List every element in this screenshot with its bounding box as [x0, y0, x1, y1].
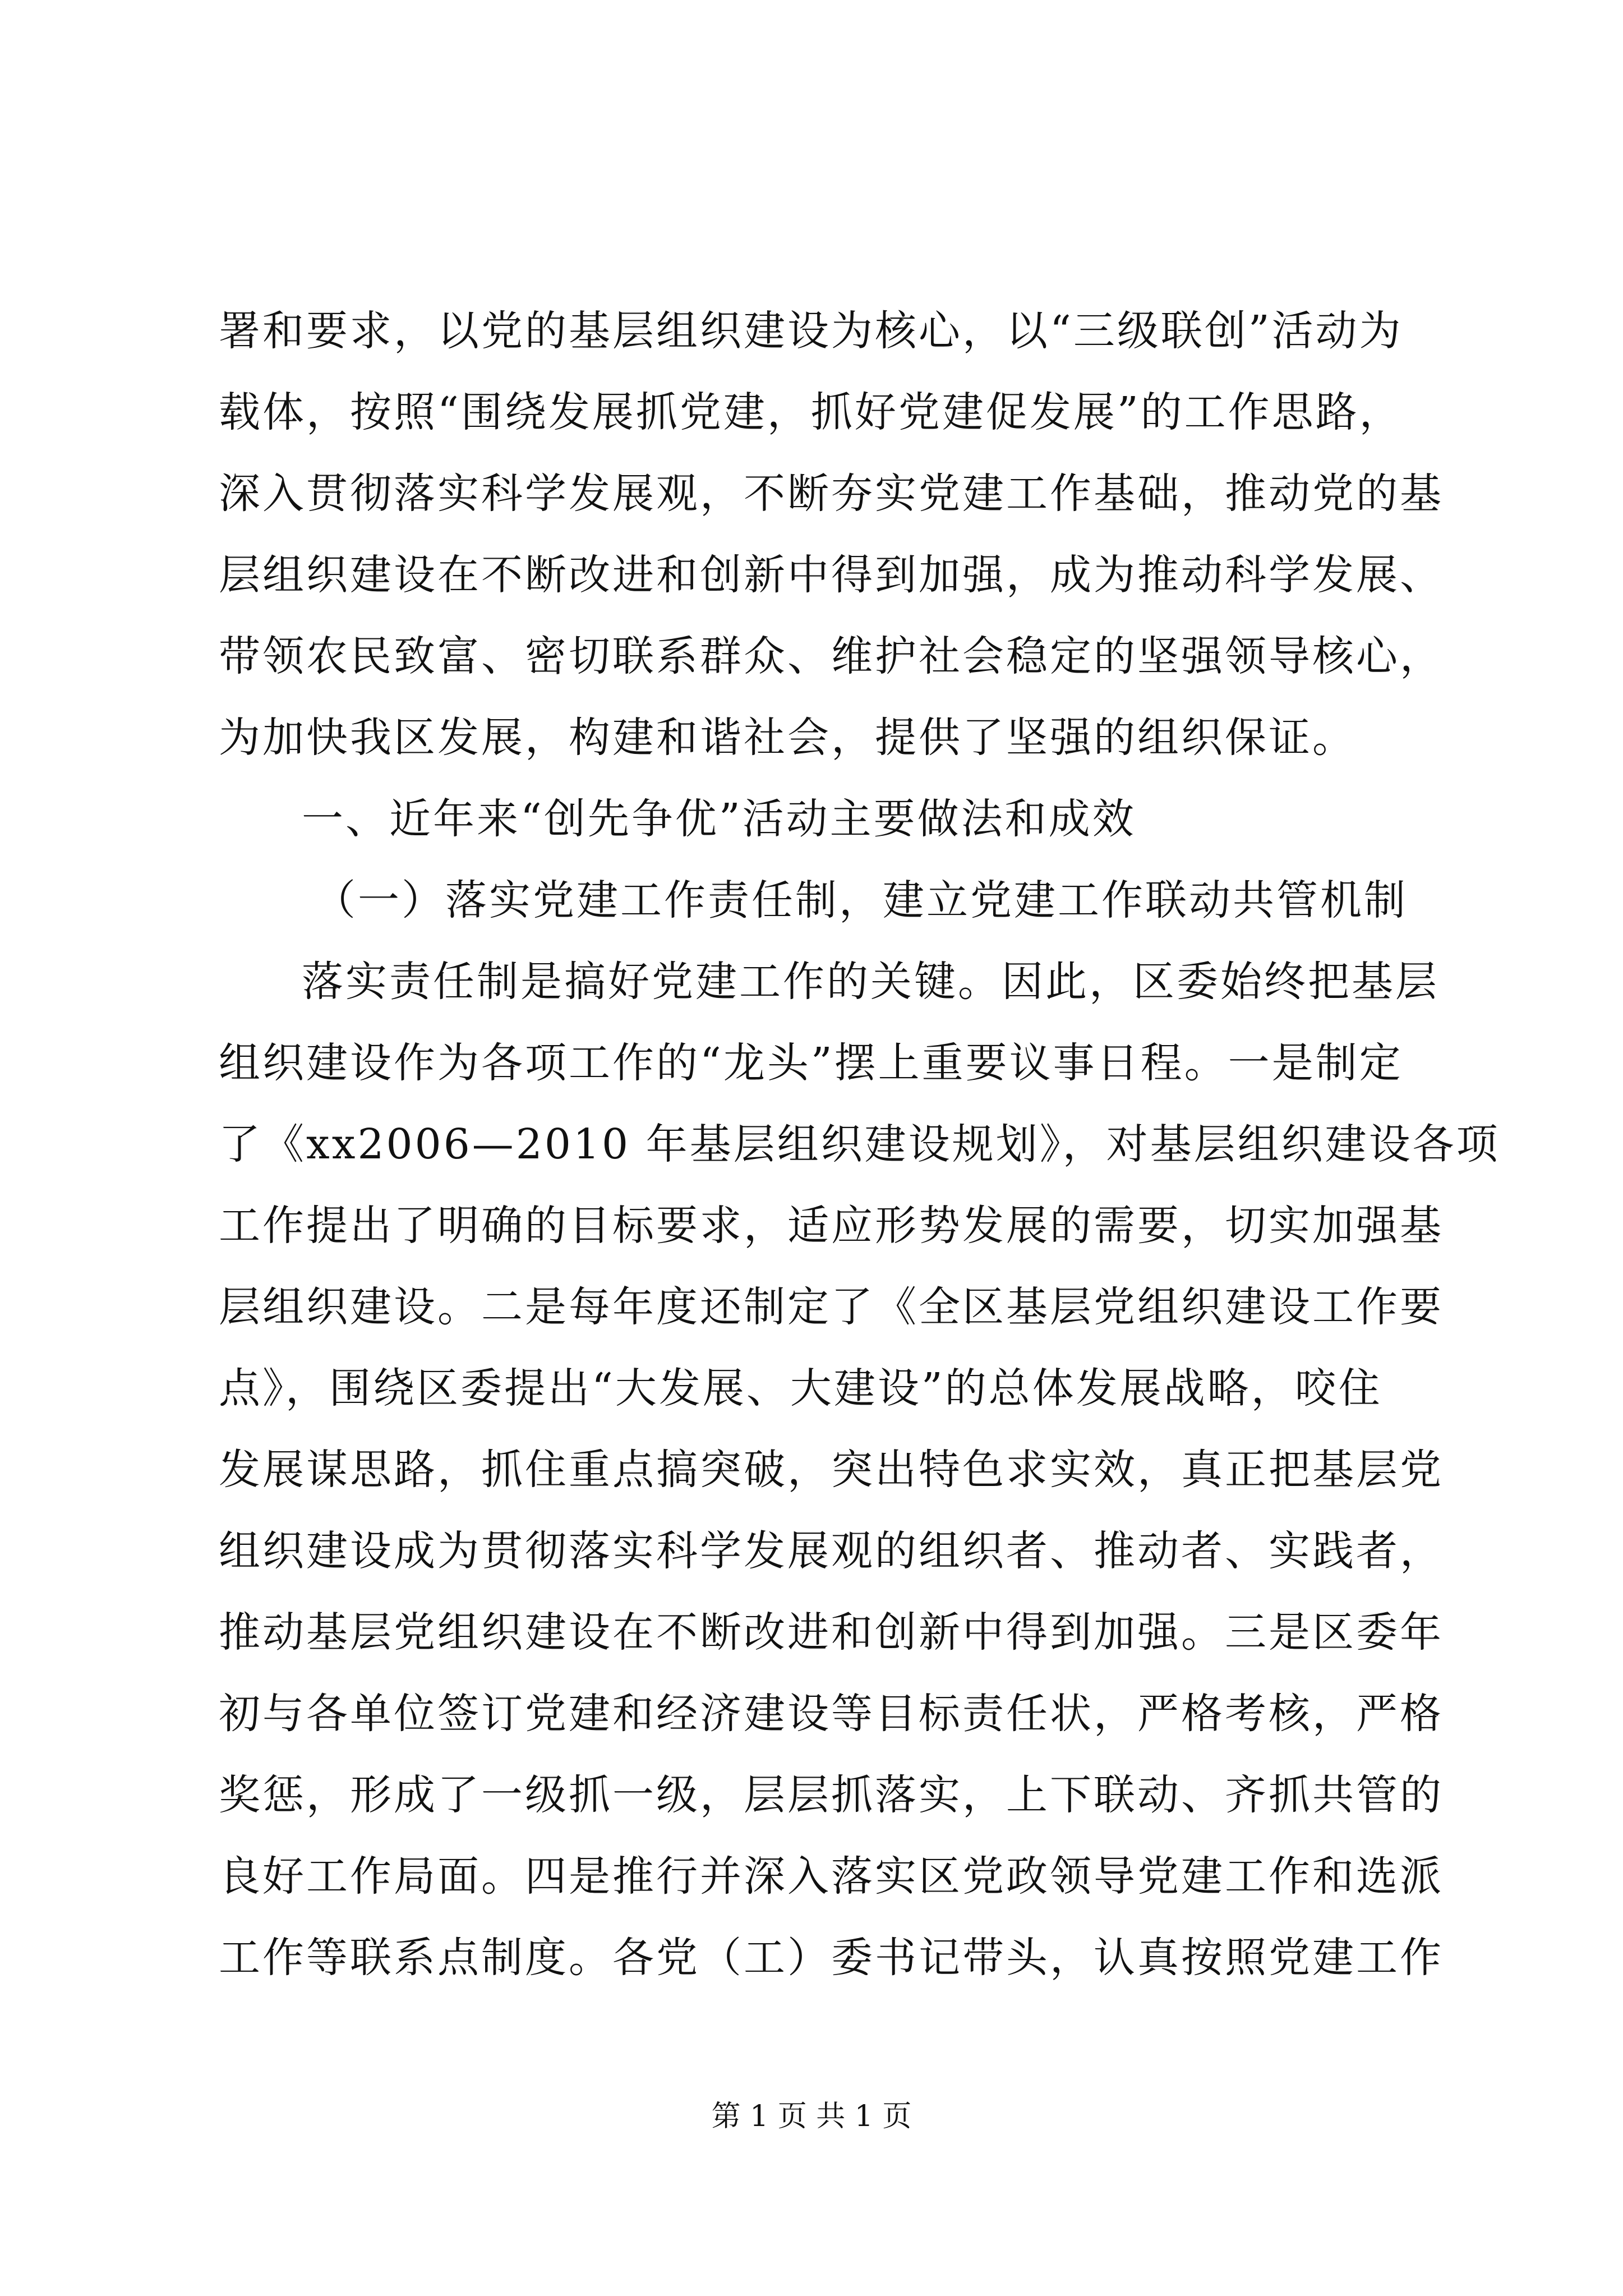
- text-line: 深入贯彻落实科学发展观，不断夯实党建工作基础，推动党的基: [219, 470, 1444, 518]
- text-line: 了《xx2006—2010 年基层组织建设规划》，对基层组织建设各项: [219, 1120, 1500, 1168]
- text-line: 署和要求，以党的基层组织建设为核心，以“三级联创”活动为: [219, 307, 1403, 355]
- text-line: 工作提出了明确的目标要求，适应形势发展的需要，切实加强基: [219, 1202, 1444, 1250]
- section-heading: 一、近年来“创先争优”活动主要做法和成效: [302, 795, 1136, 843]
- text-line: 层组织建设。二是每年度还制定了《全区基层党组织建设工作要: [219, 1283, 1444, 1331]
- text-line: 工作等联系点制度。各党（工）委书记带头，认真按照党建工作: [219, 1934, 1444, 1982]
- text-line: 初与各单位签订党建和经济建设等目标责任状，严格考核，严格: [219, 1690, 1444, 1738]
- paragraph-first-line: 落实责任制是搞好党建工作的关键。因此，区委始终把基层: [302, 958, 1439, 1006]
- text-line: 带领农民致富、密切联系群众、维护社会稳定的坚强领导核心，: [219, 632, 1444, 680]
- text-line: 载体，按照“围绕发展抓党建，抓好党建促发展”的工作思路，: [219, 388, 1403, 436]
- text-line: 推动基层党组织建设在不断改进和创新中得到加强。三是区委年: [219, 1608, 1444, 1657]
- text-line: 发展谋思路，抓住重点搞突破，突出特色求实效，真正把基层党: [219, 1446, 1444, 1494]
- text-line: 奖惩，形成了一级抓一级，层层抓落实，上下联动、齐抓共管的: [219, 1771, 1444, 1819]
- text-line: 良好工作局面。四是推行并深入落实区党政领导党建工作和选派: [219, 1852, 1444, 1901]
- text-line: 点》，围绕区委提出“大发展、大建设”的总体发展战略，咬住: [219, 1364, 1382, 1412]
- subsection-heading: （一）落实党建工作责任制，建立党建工作联动共管机制: [314, 876, 1408, 924]
- text-line: 为加快我区发展，构建和谐社会，提供了坚强的组织保证。: [219, 714, 1356, 762]
- text-line: 层组织建设在不断改进和创新中得到加强，成为推动科学发展、: [219, 551, 1444, 599]
- text-line: 组织建设成为贯彻落实科学发展观的组织者、推动者、实践者，: [219, 1527, 1444, 1575]
- page-footer: 第 1 页 共 1 页: [711, 2100, 912, 2133]
- text-line: 组织建设作为各项工作的“龙头”摆上重要议事日程。一是制定: [219, 1039, 1403, 1087]
